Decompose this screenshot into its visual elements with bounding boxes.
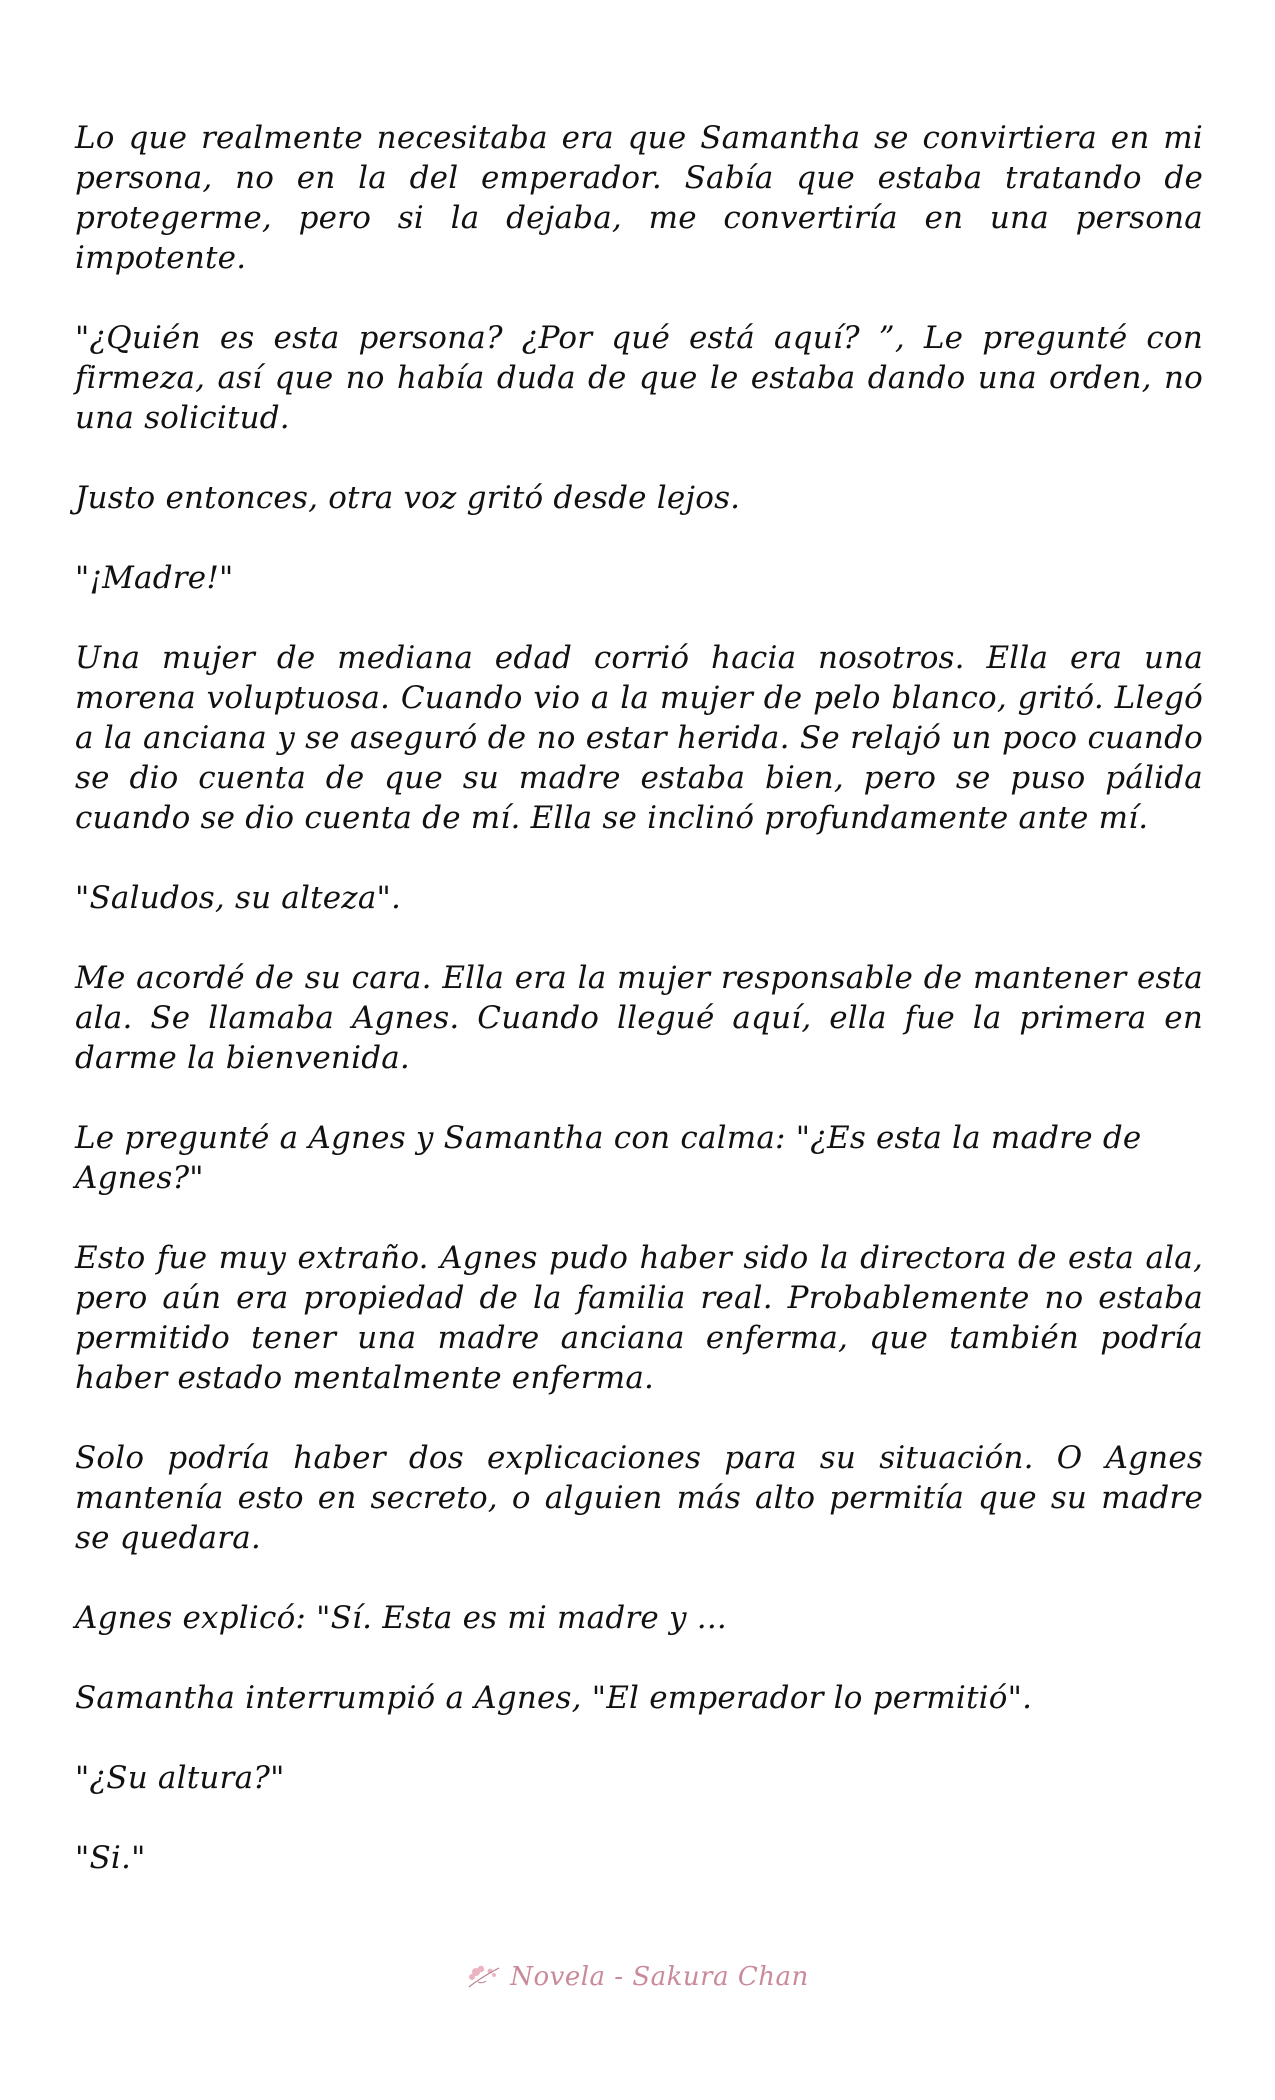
paragraph-10: Solo podría haber dos explicaciones para su situación. O Agnes mantenía esto en secreto, o alguien más alto permitía que su madre se quedara. (75, 1440, 1203, 1556)
paragraph-3: Justo entonces, otra voz gritó desde lejos. (75, 480, 741, 516)
paragraph-9: Esto fue muy extraño. Agnes pudo haber sido la directora de esta ala, pero aún era propiedad de la familia real. Probablemente no estaba permitido tener una madre anciana enferma, que también podría haber estado mentalmente enferma. (75, 1240, 1203, 1396)
paragraph-6: "Saludos, su alteza". (75, 880, 402, 916)
sakura-flower-icon (466, 1962, 502, 1992)
paragraph-1: Lo que realmente necesitaba era que Samantha se convirtiera en mi persona, no en la del emperador. Sabía que estaba tratando de protegerme, pero si la dejaba, me convertiría en una persona impotente. (75, 120, 1203, 276)
paragraph-13: "¿Su altura?" (75, 1760, 285, 1796)
paragraph-7: Me acordé de su cara. Ella era la mujer responsable de mantener esta ala. Se llamaba Agnes. Cuando llegué aquí, ella fue la primera en darme la bienvenida. (75, 960, 1203, 1076)
paragraph-4: "¡Madre!" (75, 560, 234, 596)
paragraph-14: "Si." (75, 1840, 146, 1876)
watermark (0, 1962, 1275, 1992)
watermark-text: Novela - Sakura Chan (510, 1962, 809, 1992)
paragraph-2: "¿Quién es esta persona? ¿Por qué está aquí? ”, Le pregunté con firmeza, así que no había duda de que le estaba dando una orden, no una solicitud. (75, 320, 1203, 436)
paragraph-8: Le pregunté a Agnes y Samantha con calma: "¿Es esta la madre de Agnes?" (75, 1120, 1142, 1196)
document-body (75, 118, 1203, 1918)
paragraph-12: Samantha interrumpió a Agnes, "El emperador lo permitió". (75, 1680, 1033, 1716)
paragraph-5: Una mujer de mediana edad corrió hacia nosotros. Ella era una morena voluptuosa. Cuando vio a la mujer de pelo blanco, gritó. Llegó a la anciana y se aseguró de no estar herida. Se relajó un poco cuando se dio cuenta de que su madre estaba bien, pero se puso pálida cuando se dio cuenta de mí. Ella se inclinó profundamente ante mí. (75, 640, 1203, 836)
paragraph-11: Agnes explicó: "Sí. Esta es mi madre y ... (75, 1600, 727, 1636)
